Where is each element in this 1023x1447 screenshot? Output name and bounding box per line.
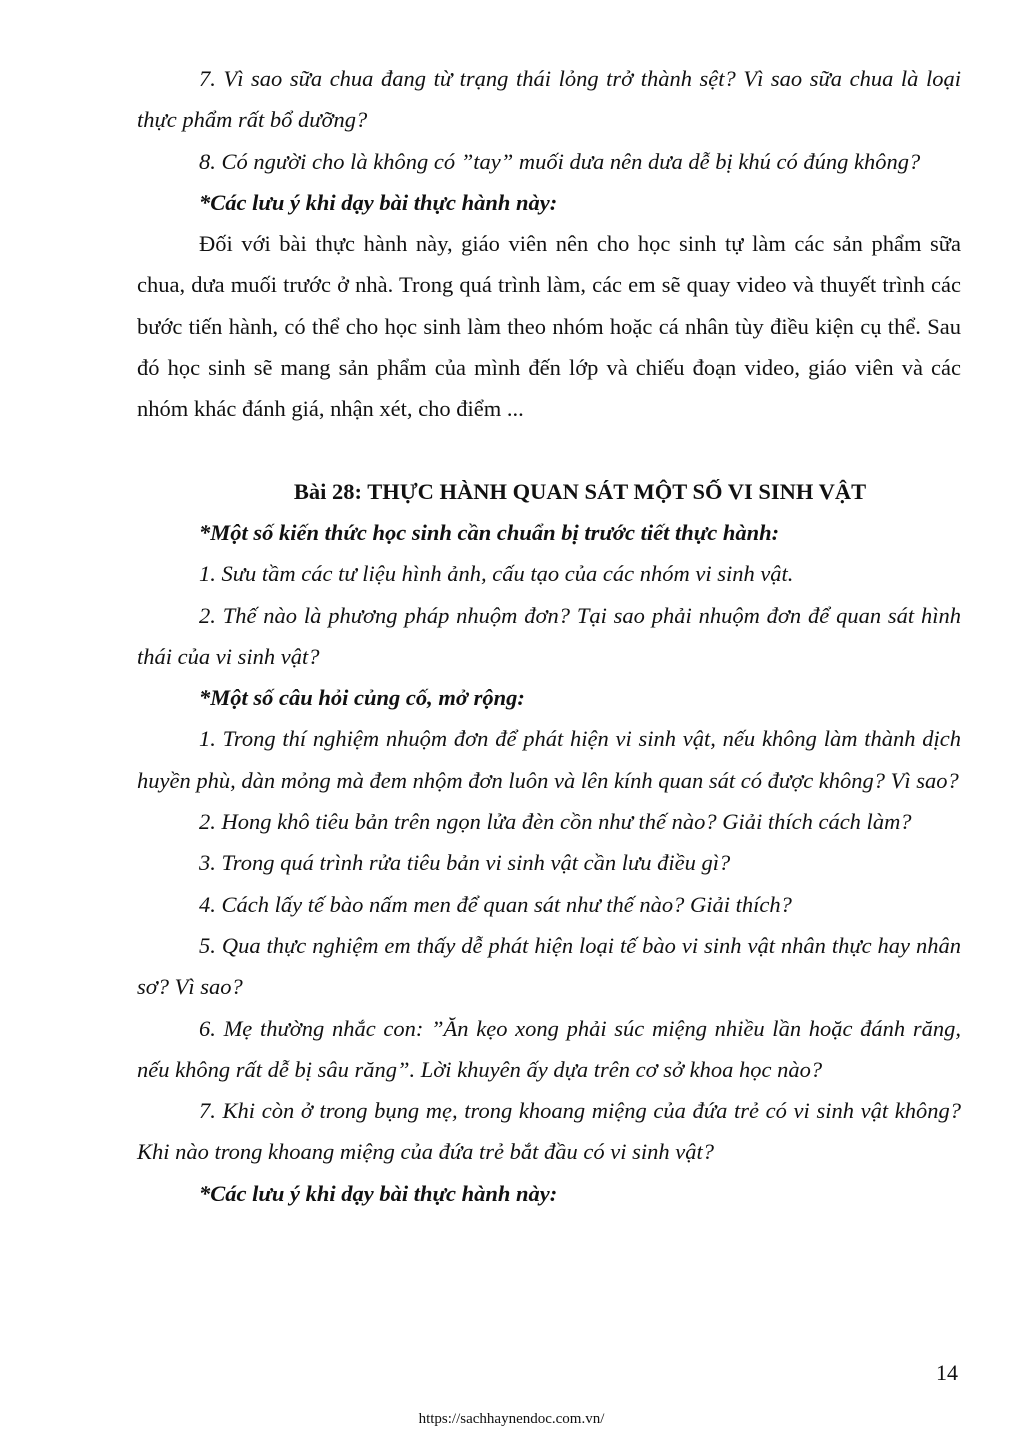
- review-question-6: 6. Mẹ thường nhắc con: ”Ăn kẹo xong phải súc miệng nhiều lần hoặc đánh răng, nếu không rất dễ bị sâu răng”. Lời khuyên ấy dựa trên cơ sở khoa học nào?: [137, 1015, 961, 1082]
- question-7-yogurt: 7. Vì sao sữa chua đang từ trạng thái lỏng trở thành sệt? Vì sao sữa chua là loại thực phẩm rất bổ dưỡng?: [137, 66, 961, 133]
- teaching-notes-paragraph: Đối với bài thực hành này, giáo viên nên cho học sinh tự làm các sản phẩm sữa chua, dưa muối trước ở nhà. Trong quá trình làm, các em sẽ quay video và thuyết trình các bước tiến hành, có thể cho học sinh làm theo nhóm hoặc cá nhân tùy điều kiện cụ thể. Sau đó học sinh sẽ mang sản phẩm của mình đến lớp và chiếu đoạn video, giáo viên và các nhóm khác đánh giá, nhận xét, cho điểm ...: [137, 231, 961, 422]
- review-question-4: 4. Cách lấy tế bào nấm men để quan sát như thế nào? Giải thích?: [199, 891, 792, 917]
- review-question-3: 3. Trong quá trình rửa tiêu bản vi sinh vật cần lưu điều gì?: [199, 850, 731, 876]
- review-question-7: 7. Khi còn ở trong bụng mẹ, trong khoang miệng của đứa trẻ có vi sinh vật không? Khi nào trong khoang miệng của đứa trẻ bắt đầu có vi sinh vật?: [137, 1098, 961, 1165]
- lesson-28-title: Bài 28: THỰC HÀNH QUAN SÁT MỘT SỐ VI SINH VẬT: [293, 478, 867, 504]
- footer-url[interactable]: https://sachhaynendoc.com.vn/: [418, 1411, 605, 1427]
- page-number: 14: [936, 1360, 958, 1385]
- review-question-2: 2. Hong khô tiêu bản trên ngọn lửa đèn cồn như thế nào? Giải thích cách làm?: [199, 809, 912, 835]
- prep-item-2: 2. Thế nào là phương pháp nhuộm đơn? Tại sao phải nhuộm đơn để quan sát hình thái của vi sinh vật?: [137, 602, 961, 669]
- teaching-notes-heading-2: *Các lưu ý khi dạy bài thực hành này:: [199, 1180, 558, 1206]
- review-question-5: 5. Qua thực nghiệm em thấy dễ phát hiện loại tế bào vi sinh vật nhân thực hay nhân sơ? Vì sao?: [137, 932, 961, 1000]
- prep-knowledge-heading: *Một số kiến thức học sinh cần chuẩn bị trước tiết thực hành:: [199, 519, 780, 545]
- prep-item-1: 1. Sưu tầm các tư liệu hình ảnh, cấu tạo của các nhóm vi sinh vật.: [199, 561, 794, 587]
- teaching-notes-heading: *Các lưu ý khi dạy bài thực hành này:: [199, 189, 558, 215]
- review-question-1: 1. Trong thí nghiệm nhuộm đơn để phát hiện vi sinh vật, nếu không làm thành dịch huyền phù, dàn mỏng mà đem nhộm đơn luôn và lên kính quan sát có được không? Vì sao?: [137, 726, 961, 793]
- page-content: [137, 58, 961, 1214]
- review-questions-heading: *Một số câu hỏi củng cố, mở rộng:: [199, 685, 525, 711]
- question-8-pickles: 8. Có người cho là không có ”tay” muối dưa nên dưa dễ bị khú có đúng không?: [199, 148, 921, 174]
